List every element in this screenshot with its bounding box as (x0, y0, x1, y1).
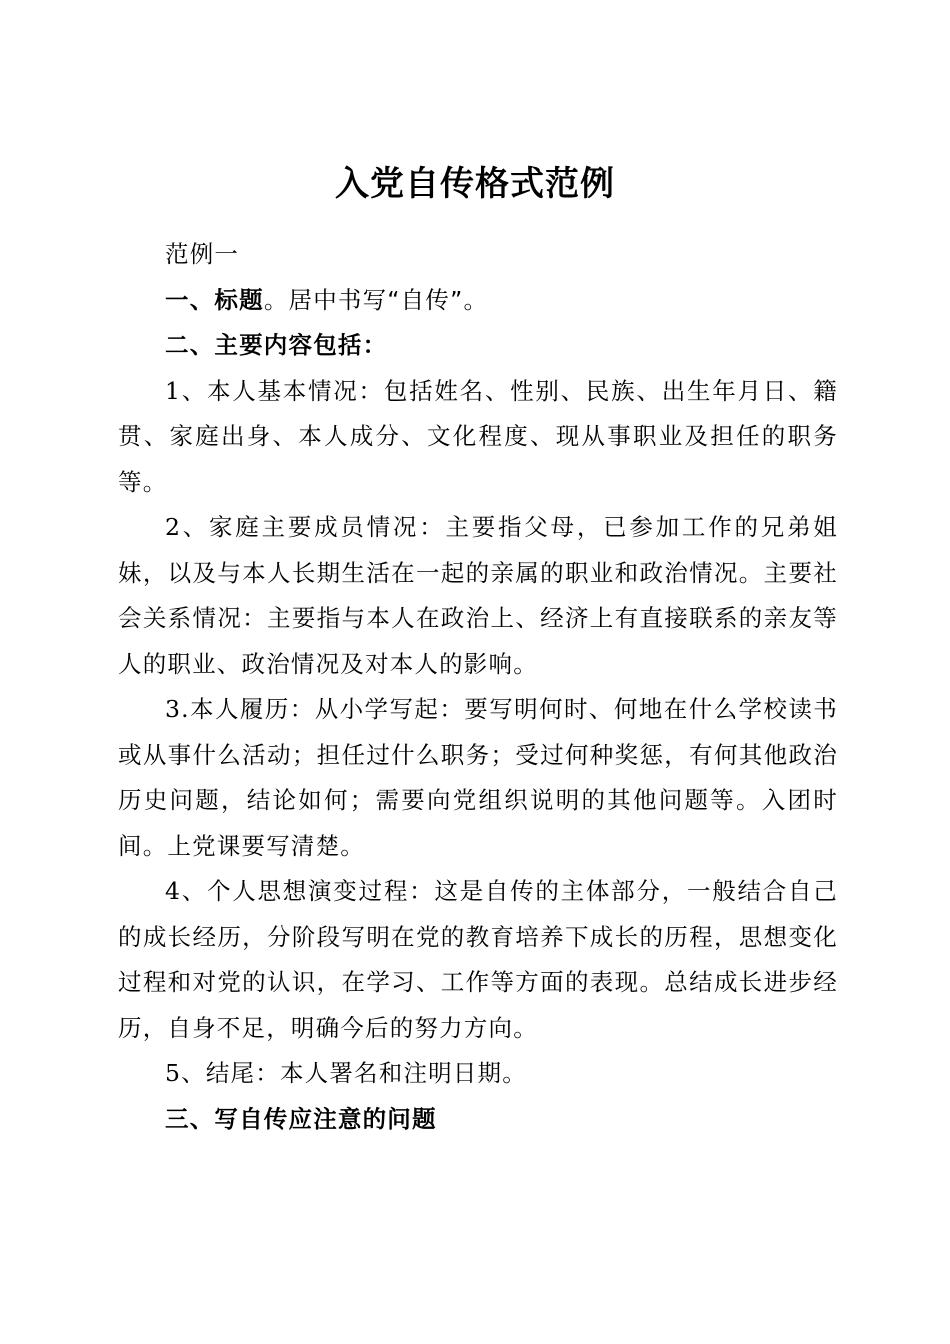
section-1-heading: 一、标题 (165, 285, 264, 314)
section-2-heading (118, 323, 838, 369)
section-2-heading-text: 二、主要内容包括： (165, 331, 388, 359)
content-item-family: 2、家庭主要成员情况：主要指父母，已参加工作的兄弟姐妹，以及与本人长期生活在一起的亲属的职业和政治情况。主要社会关系情况：主要指与本人在政治上、经济上有直接联系的亲友等人的职业、政治情况及对本人的影响。 (118, 513, 838, 678)
example-label: 范例一 (165, 240, 240, 268)
content-item-resume: 3.本人履历：从小学写起：要写明何时、何地在什么学校读书或从事什么活动；担任过什么职务；受过何种奖惩，有何其他政治历史问题，结论如何；需要向党组织说明的其他问题等。入团时间。上党课要写清楚。 (118, 695, 838, 860)
section-1-text: 。居中书写“自传”。 (263, 285, 489, 314)
section-1 (118, 278, 838, 324)
content-item-basic-info: 1、本人基本情况：包括姓名、性别、民族、出生年月日、籍贯、家庭出身、本人成分、文化程度、现从事职业及担任的职务等。 (118, 376, 838, 496)
section-3-heading (118, 1097, 838, 1143)
content-item-ending: 5、结尾：本人署名和注明日期。 (165, 1059, 527, 1087)
document-title: 入党自传格式范例 (335, 163, 615, 204)
section-3-heading-text: 三、写自传应注意的问题 (165, 1104, 437, 1133)
document-body (118, 232, 838, 1142)
content-item-thought: 4、个人思想演变过程：这是自传的主体部分，一般结合自己的成长经历，分阶段写明在党的教育培养下成长的历程，思想变化过程和对党的认识，在学习、工作等方面的表现。总结成长进步经历，自身不足，明确今后的努力方向。 (118, 877, 838, 1042)
